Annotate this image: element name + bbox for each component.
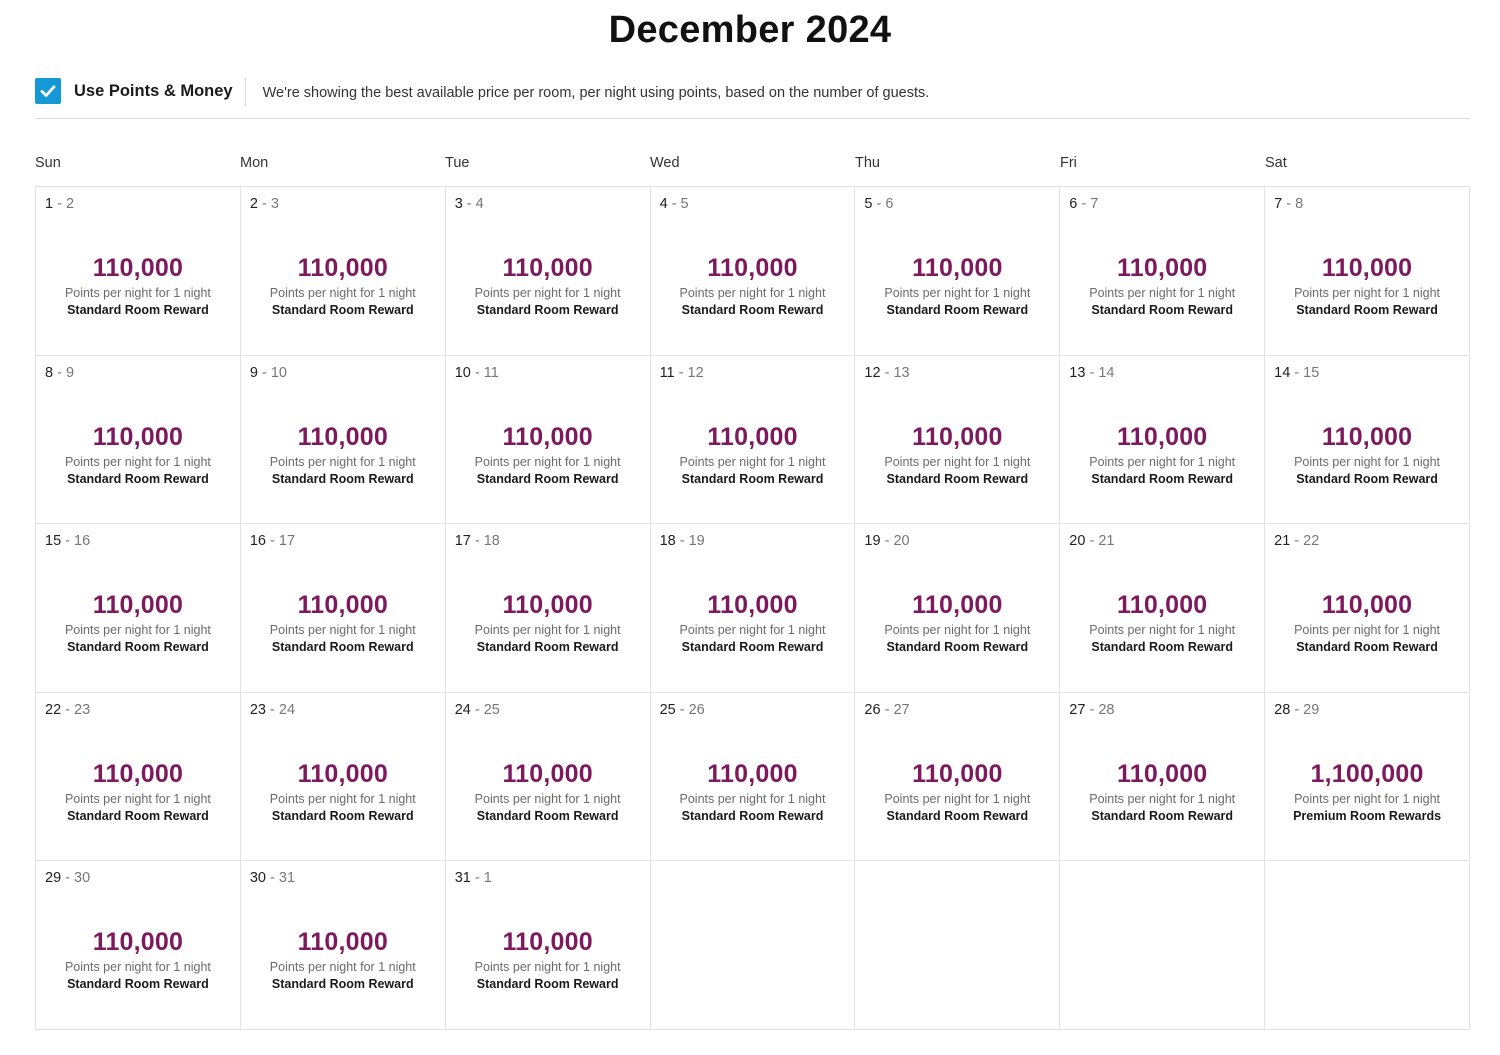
- checkin-date: 7: [1274, 196, 1283, 212]
- checkin-date: 30: [249, 870, 266, 887]
- points-note: Points per night for 1 night: [64, 454, 211, 469]
- price-block: [855, 590, 1059, 655]
- checkin-date: 10: [454, 364, 471, 381]
- date-range: [864, 532, 909, 550]
- day-cell[interactable]: [241, 524, 446, 693]
- checkout-date: 24: [278, 701, 296, 718]
- date-separator: -: [1290, 533, 1304, 550]
- date-range: [250, 364, 287, 382]
- points-note: Points per night for 1 night: [64, 960, 211, 975]
- date-range: [455, 869, 492, 887]
- date-range: [45, 195, 74, 213]
- date-range: [660, 701, 705, 719]
- points-note: Points per night for 1 night: [474, 286, 621, 300]
- room-type: Standard Room Reward: [886, 471, 1029, 486]
- room-type: Standard Room Reward: [476, 303, 619, 317]
- points-note: Points per night for 1 night: [1089, 454, 1236, 469]
- day-cell[interactable]: [1265, 187, 1470, 356]
- day-cell[interactable]: [855, 524, 1060, 693]
- calendar-grid: [35, 186, 1470, 1030]
- use-points-money-label[interactable]: Use Points & Money: [74, 78, 246, 106]
- points-price: 110,000: [707, 759, 798, 788]
- day-cell[interactable]: [36, 356, 241, 525]
- checkout-date: 8: [1295, 196, 1304, 212]
- date-separator: -: [880, 533, 894, 550]
- date-separator: -: [1085, 364, 1099, 381]
- room-type: Standard Room Reward: [476, 471, 619, 486]
- points-note: Points per night for 1 night: [1089, 791, 1236, 806]
- checkin-date: 12: [864, 364, 881, 381]
- checkin-date: 8: [45, 364, 54, 381]
- checkout-date: 10: [270, 364, 287, 381]
- price-block: [651, 253, 855, 318]
- day-cell[interactable]: [241, 861, 446, 1030]
- checkin-date: 22: [45, 701, 62, 718]
- day-cell[interactable]: [855, 693, 1060, 862]
- checkout-date: 5: [680, 196, 689, 212]
- date-separator: -: [872, 196, 886, 212]
- checkout-date: 3: [270, 196, 279, 212]
- weekday-fri: Fri: [1060, 155, 1077, 171]
- weekday-sat: Sat: [1265, 155, 1287, 171]
- points-price: 110,000: [502, 591, 593, 620]
- points-price: 110,000: [912, 254, 1003, 282]
- day-cell[interactable]: [651, 693, 856, 862]
- points-note: Points per night for 1 night: [1089, 286, 1236, 300]
- date-range: [1274, 364, 1319, 382]
- points-price: 110,000: [92, 759, 184, 788]
- day-cell[interactable]: [241, 187, 446, 356]
- points-note: Points per night for 1 night: [269, 791, 416, 806]
- checkin-date: 16: [249, 533, 266, 550]
- points-price: 110,000: [502, 759, 593, 788]
- points-price: 110,000: [912, 759, 1003, 788]
- day-cell[interactable]: [241, 693, 446, 862]
- room-type: Standard Room Reward: [1091, 303, 1234, 317]
- room-type: Standard Room Reward: [886, 303, 1029, 317]
- date-range: [250, 532, 295, 550]
- points-price: 110,000: [502, 254, 593, 282]
- day-cell[interactable]: [446, 187, 651, 356]
- empty-day-cell: [1060, 861, 1265, 1030]
- price-block: [241, 422, 445, 487]
- day-cell[interactable]: [1060, 187, 1265, 356]
- room-type: Standard Room Reward: [67, 303, 209, 317]
- date-range: [864, 364, 909, 382]
- weekday-sun: Sun: [35, 155, 61, 171]
- price-block: [36, 927, 240, 992]
- room-type: Standard Room Reward: [1296, 471, 1438, 486]
- checkout-date: 4: [475, 196, 484, 212]
- day-cell[interactable]: [36, 693, 241, 862]
- date-range: [660, 195, 689, 213]
- room-type: Standard Room Reward: [271, 808, 414, 823]
- checkout-date: 19: [688, 533, 705, 550]
- price-block: [36, 590, 240, 655]
- points-price: 110,000: [92, 254, 184, 282]
- date-separator: -: [61, 533, 75, 550]
- price-block: [651, 590, 855, 655]
- checkout-date: 22: [1303, 533, 1320, 550]
- checkin-date: 29: [45, 870, 62, 887]
- weekday-mon: Mon: [240, 155, 269, 171]
- date-separator: -: [61, 701, 75, 718]
- points-price: 1,100,000: [1310, 759, 1424, 788]
- price-block: [36, 759, 240, 824]
- day-cell[interactable]: [1060, 356, 1265, 525]
- pricing-description: We're showing the best available price per room, per night using points, based on the number of guests.: [262, 85, 930, 101]
- points-note: Points per night for 1 night: [1294, 791, 1441, 806]
- checkin-date: 31: [454, 870, 471, 887]
- points-note: Points per night for 1 night: [1294, 286, 1441, 300]
- date-separator: -: [880, 701, 894, 718]
- date-range: [45, 532, 90, 550]
- day-cell[interactable]: [446, 524, 651, 693]
- date-separator: -: [265, 701, 279, 718]
- room-type: Standard Room Reward: [67, 977, 209, 992]
- room-type: Standard Room Reward: [1091, 808, 1234, 823]
- points-note: Points per night for 1 night: [1294, 623, 1441, 638]
- date-separator: -: [675, 701, 689, 718]
- points-note: Points per night for 1 night: [679, 286, 826, 300]
- date-separator: -: [257, 364, 271, 381]
- date-range: [455, 364, 499, 382]
- points-price: 110,000: [502, 422, 593, 451]
- checkin-date: 28: [1274, 701, 1291, 718]
- checkout-date: 6: [885, 196, 894, 212]
- day-cell[interactable]: [1060, 693, 1265, 862]
- date-range: [455, 701, 500, 719]
- date-separator: -: [53, 196, 66, 212]
- empty-day-cell: [651, 861, 856, 1030]
- price-block: [855, 253, 1059, 318]
- checkout-date: 1: [483, 870, 492, 887]
- points-note: Points per night for 1 night: [64, 286, 211, 300]
- day-cell[interactable]: [1265, 524, 1470, 693]
- day-cell[interactable]: [651, 524, 856, 693]
- checkin-date: 20: [1069, 533, 1086, 550]
- price-block: [36, 422, 240, 487]
- checkin-date: 6: [1069, 196, 1078, 212]
- day-cell[interactable]: [1060, 524, 1265, 693]
- checkin-date: 1: [45, 196, 54, 212]
- date-range: [250, 869, 295, 887]
- date-separator: -: [265, 870, 279, 887]
- checkin-date: 3: [454, 196, 463, 212]
- points-price: 110,000: [1321, 254, 1413, 282]
- points-note: Points per night for 1 night: [269, 286, 416, 300]
- checkout-date: 25: [483, 701, 500, 718]
- checkin-date: 18: [659, 533, 676, 550]
- date-range: [1274, 532, 1319, 550]
- room-type: Standard Room Reward: [476, 640, 619, 655]
- date-separator: -: [470, 701, 484, 718]
- checkout-date: 2: [65, 196, 75, 212]
- points-price: 110,000: [912, 422, 1003, 451]
- price-block: [1265, 422, 1469, 487]
- points-note: Points per night for 1 night: [884, 791, 1031, 806]
- checkout-date: 13: [893, 364, 910, 381]
- day-cell[interactable]: [651, 187, 856, 356]
- points-price: 110,000: [1321, 422, 1413, 451]
- checkout-date: 12: [687, 364, 704, 381]
- checkout-date: 20: [893, 533, 910, 550]
- date-range: [250, 701, 295, 719]
- date-separator: -: [1085, 533, 1099, 550]
- points-price: 110,000: [1117, 759, 1208, 788]
- room-type: Standard Room Reward: [886, 640, 1029, 655]
- room-type: Standard Room Reward: [1091, 471, 1234, 486]
- room-type: Standard Room Reward: [681, 640, 824, 655]
- price-block: [241, 759, 445, 824]
- checkout-date: 7: [1090, 196, 1099, 212]
- checkout-date: 27: [893, 701, 910, 718]
- price-block: [855, 422, 1059, 487]
- checkin-date: 4: [659, 196, 668, 212]
- weekday-thu: Thu: [855, 155, 880, 171]
- checkin-date: 15: [45, 533, 62, 550]
- room-type: Standard Room Reward: [681, 471, 824, 486]
- points-note: Points per night for 1 night: [474, 623, 621, 638]
- day-cell[interactable]: [36, 187, 241, 356]
- weekday-header: [35, 152, 1470, 174]
- date-range: [455, 532, 500, 550]
- date-separator: -: [1290, 364, 1304, 381]
- room-type: Standard Room Reward: [271, 640, 414, 655]
- date-separator: -: [470, 870, 484, 887]
- date-separator: -: [667, 196, 681, 212]
- checkout-date: 26: [688, 701, 705, 718]
- points-price: 110,000: [1321, 591, 1413, 620]
- date-range: [1274, 195, 1303, 213]
- room-type: Standard Room Reward: [1296, 303, 1438, 317]
- points-note: Points per night for 1 night: [884, 454, 1031, 469]
- points-price: 110,000: [297, 422, 388, 451]
- price-block: [1060, 590, 1264, 655]
- date-separator: -: [53, 364, 66, 381]
- checkout-date: 16: [74, 533, 91, 550]
- date-range: [1274, 701, 1319, 719]
- points-note: Points per night for 1 night: [269, 623, 416, 638]
- price-block: [1265, 759, 1469, 824]
- room-type: Standard Room Reward: [271, 471, 414, 486]
- date-range: [455, 195, 484, 213]
- points-note: Points per night for 1 night: [679, 454, 826, 469]
- date-range: [864, 701, 909, 719]
- price-block: [241, 590, 445, 655]
- day-cell[interactable]: [855, 187, 1060, 356]
- price-block: [1060, 759, 1264, 824]
- price-block: [1060, 253, 1264, 318]
- room-type: Standard Room Reward: [681, 303, 824, 317]
- points-note: Points per night for 1 night: [1089, 623, 1236, 638]
- points-note: Points per night for 1 night: [884, 286, 1031, 300]
- points-price: 110,000: [707, 422, 798, 451]
- points-note: Points per night for 1 night: [884, 623, 1031, 638]
- checkout-date: 17: [278, 533, 296, 550]
- points-price: 110,000: [92, 591, 184, 620]
- day-cell[interactable]: [241, 356, 446, 525]
- checkin-date: 9: [249, 364, 258, 381]
- day-cell[interactable]: [446, 861, 651, 1030]
- date-separator: -: [1077, 196, 1091, 212]
- date-separator: -: [470, 533, 484, 550]
- day-cell[interactable]: [446, 693, 651, 862]
- checkin-date: 24: [454, 701, 471, 718]
- price-block: [446, 927, 650, 992]
- date-range: [45, 364, 74, 382]
- date-range: [45, 869, 90, 887]
- points-note: Points per night for 1 night: [679, 623, 826, 638]
- checkin-date: 14: [1274, 364, 1291, 381]
- points-note: Points per night for 1 night: [474, 960, 621, 975]
- checkin-date: 17: [454, 533, 471, 550]
- room-type: Standard Room Reward: [271, 977, 414, 992]
- points-note: Points per night for 1 night: [269, 454, 416, 469]
- room-type: Standard Room Reward: [67, 471, 209, 486]
- room-type: Premium Room Rewards: [1293, 808, 1442, 823]
- checkout-date: 9: [65, 364, 75, 381]
- day-cell[interactable]: [855, 356, 1060, 525]
- day-cell[interactable]: [1265, 356, 1470, 525]
- price-block: [241, 253, 445, 318]
- checkmark-icon: [39, 82, 57, 100]
- weekday-wed: Wed: [650, 155, 680, 171]
- checkin-date: 5: [864, 196, 873, 212]
- room-type: Standard Room Reward: [681, 808, 824, 823]
- checkout-date: 31: [278, 870, 296, 887]
- date-range: [1069, 364, 1114, 382]
- price-block: [855, 759, 1059, 824]
- points-note: Points per night for 1 night: [269, 960, 416, 975]
- checkout-date: 30: [74, 870, 91, 887]
- checkin-date: 13: [1069, 364, 1086, 381]
- day-cell[interactable]: [1265, 693, 1470, 862]
- weekday-tue: Tue: [445, 155, 470, 171]
- price-block: [36, 253, 240, 318]
- points-price: 110,000: [1117, 591, 1208, 620]
- room-type: Standard Room Reward: [1091, 640, 1234, 655]
- day-cell[interactable]: [651, 356, 856, 525]
- date-separator: -: [257, 196, 271, 212]
- day-cell[interactable]: [36, 524, 241, 693]
- points-price: 110,000: [707, 254, 798, 282]
- room-type: Standard Room Reward: [886, 808, 1029, 823]
- empty-day-cell: [1265, 861, 1470, 1030]
- checkout-date: 29: [1303, 701, 1320, 718]
- points-price: 110,000: [297, 254, 388, 282]
- date-range: [250, 195, 279, 213]
- use-points-money-checkbox[interactable]: [35, 78, 61, 104]
- date-range: [1069, 532, 1114, 550]
- points-money-toggle-row: [35, 78, 1470, 119]
- empty-day-cell: [855, 861, 1060, 1030]
- price-block: [651, 759, 855, 824]
- room-type: Standard Room Reward: [1296, 640, 1438, 655]
- checkin-date: 19: [864, 533, 881, 550]
- price-block: [446, 422, 650, 487]
- price-block: [446, 590, 650, 655]
- date-range: [864, 195, 893, 213]
- points-price: 110,000: [502, 928, 593, 957]
- date-separator: -: [61, 870, 75, 887]
- date-separator: -: [880, 364, 894, 381]
- points-price: 110,000: [912, 591, 1003, 620]
- price-block: [446, 253, 650, 318]
- price-block: [1265, 590, 1469, 655]
- points-note: Points per night for 1 night: [474, 791, 621, 806]
- price-block: [446, 759, 650, 824]
- checkin-date: 27: [1069, 701, 1086, 718]
- room-type: Standard Room Reward: [271, 303, 414, 317]
- date-separator: -: [1085, 701, 1099, 718]
- checkout-date: 21: [1098, 533, 1115, 550]
- points-note: Points per night for 1 night: [64, 791, 211, 806]
- checkout-date: 14: [1098, 364, 1115, 381]
- points-note: Points per night for 1 night: [474, 454, 621, 469]
- points-price: 110,000: [297, 928, 388, 957]
- checkin-date: 23: [249, 701, 266, 718]
- points-note: Points per night for 1 night: [679, 791, 826, 806]
- month-title: December 2024: [608, 9, 892, 51]
- points-price: 110,000: [707, 591, 798, 620]
- checkin-date: 11: [659, 364, 675, 381]
- date-separator: -: [462, 196, 476, 212]
- day-cell[interactable]: [446, 356, 651, 525]
- checkin-date: 21: [1274, 533, 1291, 550]
- price-block: [1265, 253, 1469, 318]
- date-separator: -: [674, 364, 688, 381]
- points-price: 110,000: [92, 422, 184, 451]
- points-price: 110,000: [92, 928, 184, 957]
- date-separator: -: [265, 533, 279, 550]
- date-separator: -: [675, 533, 689, 550]
- price-block: [241, 927, 445, 992]
- points-price: 110,000: [1117, 422, 1208, 451]
- points-price: 110,000: [1117, 254, 1208, 282]
- day-cell[interactable]: [36, 861, 241, 1030]
- points-price: 110,000: [297, 759, 388, 788]
- date-range: [660, 364, 704, 382]
- points-note: Points per night for 1 night: [64, 623, 211, 638]
- checkin-date: 25: [659, 701, 676, 718]
- room-type: Standard Room Reward: [67, 808, 209, 823]
- checkout-date: 18: [483, 533, 500, 550]
- room-type: Standard Room Reward: [476, 977, 619, 992]
- date-range: [45, 701, 90, 719]
- checkout-date: 15: [1303, 364, 1320, 381]
- checkout-date: 11: [483, 364, 499, 381]
- points-note: Points per night for 1 night: [1294, 454, 1441, 469]
- price-block: [1060, 422, 1264, 487]
- room-type: Standard Room Reward: [67, 640, 209, 655]
- date-range: [1069, 195, 1098, 213]
- checkin-date: 26: [864, 701, 881, 718]
- date-range: [1069, 701, 1114, 719]
- room-type: Standard Room Reward: [476, 808, 619, 823]
- checkin-date: 2: [249, 196, 258, 212]
- price-block: [651, 422, 855, 487]
- date-range: [660, 532, 705, 550]
- checkout-date: 28: [1098, 701, 1115, 718]
- date-separator: -: [1290, 701, 1304, 718]
- date-separator: -: [470, 364, 484, 381]
- points-price: 110,000: [297, 591, 388, 620]
- checkout-date: 23: [74, 701, 91, 718]
- date-separator: -: [1282, 196, 1296, 212]
